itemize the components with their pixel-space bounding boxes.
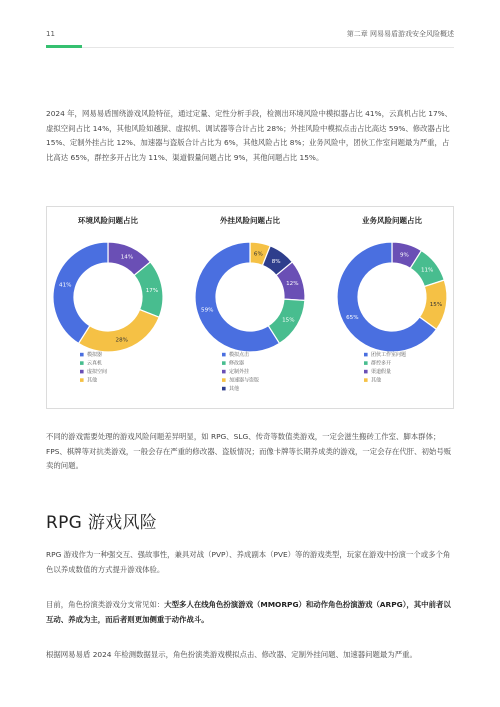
rpg-branches-emphasis: 大型多人在线角色扮演游戏（MMORPG）和动作角色扮演游戏（ARPG），其中前者以互动、养成为主，而后者则更加侧重于动作战斗。 (46, 600, 451, 624)
chart-title: 外挂风险问题占比 (220, 216, 280, 225)
legend-label: 群控多开 (371, 360, 392, 367)
chart-title: 业务风险问题占比 (362, 216, 422, 225)
legend-label: 定制外挂 (229, 369, 250, 375)
slice-label: 8% (271, 258, 281, 265)
legend-swatch (222, 370, 226, 374)
game-types-paragraph: 不同的游戏需要处理的游戏风险问题差异明显，如 RPG、SLG、传奇等数值类游戏，一定会滋生搬砖工作室、脚本群体；FPS、棋牌等对抗类游戏，一般会存在严重的修改器、盗版情况；而像卡牌等长期养成类的游戏，一定会存在代肝、初始号贩卖的问题。 (46, 432, 452, 471)
rpg-intro-paragraph: RPG 游戏作为一种强交互、强故事性，兼具对战（PVP）、养成副本（PVE）等的游戏类型，玩家在游戏中扮演一个或多个角色以养成数值的方式提升游戏体验。 (46, 550, 451, 574)
legend-label: 云真机 (87, 360, 103, 367)
intro-paragraph: 2024 年，网易易盾围绕游戏风险特征，通过定量、定性分析手段，检测出环境风险中模拟器占比 41%，云真机占比 17%、虚拟空间占比 14%，其他风险如越狱、虚拟机、调试器等合计占比 28%；外挂风险中模拟点击占比高达 59%、修改器占比 15%、定制外挂占比 12%、加速器与盗版合计占比为 6%，其他风险占比 8%；业务风险中，团伙工作室问题最为严重，占比高达 65%，群控多开占比为 11%、渠道假量问题占比 9%，其他问题占比 15%。 (46, 109, 453, 162)
rpg-branches-paragraph (46, 598, 454, 627)
slice-label: 65% (346, 315, 359, 322)
slice-label: 41% (59, 282, 72, 289)
legend-swatch (222, 361, 226, 365)
legend-label: 其他 (371, 377, 382, 384)
page-number: 11 (46, 30, 55, 38)
slice-label: 59% (201, 307, 214, 314)
legend-swatch (222, 378, 226, 382)
legend-swatch (222, 387, 226, 391)
legend-swatch (80, 361, 84, 365)
legend-swatch (364, 370, 368, 374)
legend-label: 加速器与盗版 (229, 377, 260, 384)
legend-label: 其他 (229, 386, 240, 392)
legend-label: 其他 (87, 377, 98, 384)
header-accent-bar (46, 45, 82, 48)
risk-charts-panel (46, 206, 454, 409)
rpg-branches-prefix: 目前，角色扮演类游戏分支常见如： (46, 600, 165, 609)
legend-label: 渠道假量 (371, 369, 392, 375)
slice-label: 15% (282, 317, 295, 324)
slice-label: 6% (253, 251, 263, 258)
slice-label: 17% (145, 288, 159, 295)
risk-donut-charts (47, 207, 455, 410)
legend-swatch (364, 378, 368, 382)
section-heading: RPG 游戏风险 (46, 513, 158, 533)
legend-swatch (80, 353, 84, 357)
slice-label: 9% (399, 252, 409, 259)
slice-label: 28% (115, 337, 128, 344)
legend-swatch (80, 378, 84, 382)
legend-label: 模拟器 (87, 352, 103, 358)
legend-label: 修改器 (229, 360, 245, 367)
legend-label: 虚拟空间 (87, 369, 108, 375)
slice-label: 12% (286, 281, 299, 288)
rpg-detection-paragraph: 根据网易易盾 2024 年检测数据显示，角色扮演类游戏模拟点击、修改器、定制外挂问题、加速器问题最为严重。 (46, 650, 417, 659)
header-divider (46, 47, 454, 48)
legend-label: 模拟点击 (229, 352, 250, 358)
slice-label: 15% (429, 301, 443, 308)
slice-label: 14% (120, 254, 134, 261)
page-header (0, 0, 500, 50)
legend-swatch (364, 361, 368, 365)
donut-slice (53, 242, 108, 343)
chart-title: 环境风险问题占比 (78, 216, 138, 225)
legend-swatch (364, 353, 368, 357)
legend-label: 团伙工作室问题 (371, 352, 407, 358)
legend-swatch (80, 370, 84, 374)
donut-slice (79, 310, 160, 352)
chapter-title: 第二章 网易易盾游戏安全风险概述 (346, 30, 454, 38)
legend-swatch (222, 353, 226, 357)
slice-label: 11% (420, 267, 434, 274)
